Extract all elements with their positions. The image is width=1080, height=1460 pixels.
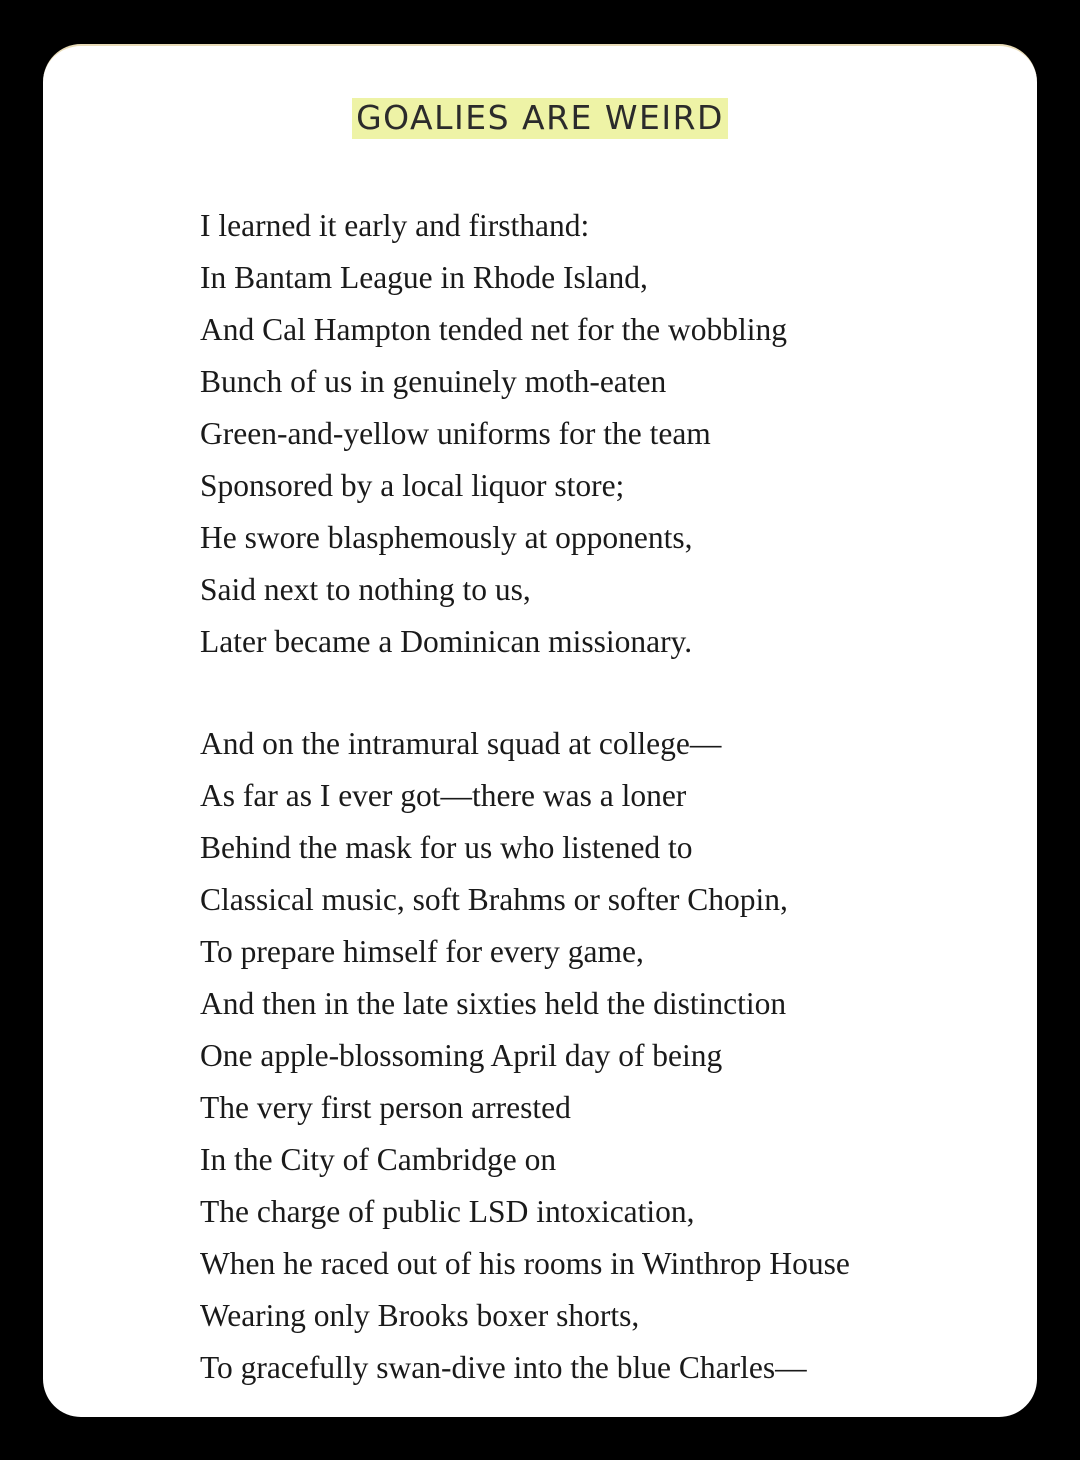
poem-line: To prepare himself for every game, bbox=[200, 934, 644, 969]
poem-line: Sponsored by a local liquor store; bbox=[200, 468, 625, 503]
stanza-1 bbox=[200, 200, 787, 668]
poem-line: And then in the late sixties held the distinction bbox=[200, 986, 787, 1021]
stanza-2 bbox=[200, 718, 850, 1394]
poem-line: Classical music, soft Brahms or softer Chopin, bbox=[200, 882, 788, 917]
poem-title bbox=[43, 98, 1037, 137]
poem-line: Later became a Dominican missionary. bbox=[200, 624, 693, 659]
poem-line: To gracefully swan-dive into the blue Charles— bbox=[200, 1350, 807, 1385]
poem-line: One apple-blossoming April day of being bbox=[200, 1038, 723, 1073]
poem-title-text: GOALIES ARE WEIRD bbox=[352, 98, 728, 139]
poem-line: He swore blasphemously at opponents, bbox=[200, 520, 693, 555]
poem-line: I learned it early and firsthand: bbox=[200, 208, 590, 243]
poem-line: Said next to nothing to us, bbox=[200, 572, 531, 607]
poem-line: Green-and-yellow uniforms for the team bbox=[200, 416, 711, 451]
poem-line: The very first person arrested bbox=[200, 1090, 571, 1125]
poem-line: When he raced out of his rooms in Winthrop House bbox=[200, 1246, 850, 1281]
book-page bbox=[43, 44, 1037, 1417]
poem-line: And on the intramural squad at college— bbox=[200, 726, 722, 761]
poem-line: As far as I ever got—there was a loner bbox=[200, 778, 687, 813]
poem-line: Behind the mask for us who listened to bbox=[200, 830, 693, 865]
poem-line: And Cal Hampton tended net for the wobbling bbox=[200, 312, 788, 347]
poem-line: In the City of Cambridge on bbox=[200, 1142, 557, 1177]
poem-line: The charge of public LSD intoxication, bbox=[200, 1194, 695, 1229]
poem-line: In Bantam League in Rhode Island, bbox=[200, 260, 648, 295]
poem-line: Wearing only Brooks boxer shorts, bbox=[200, 1298, 640, 1333]
poem-line: Bunch of us in genuinely moth-eaten bbox=[200, 364, 667, 399]
